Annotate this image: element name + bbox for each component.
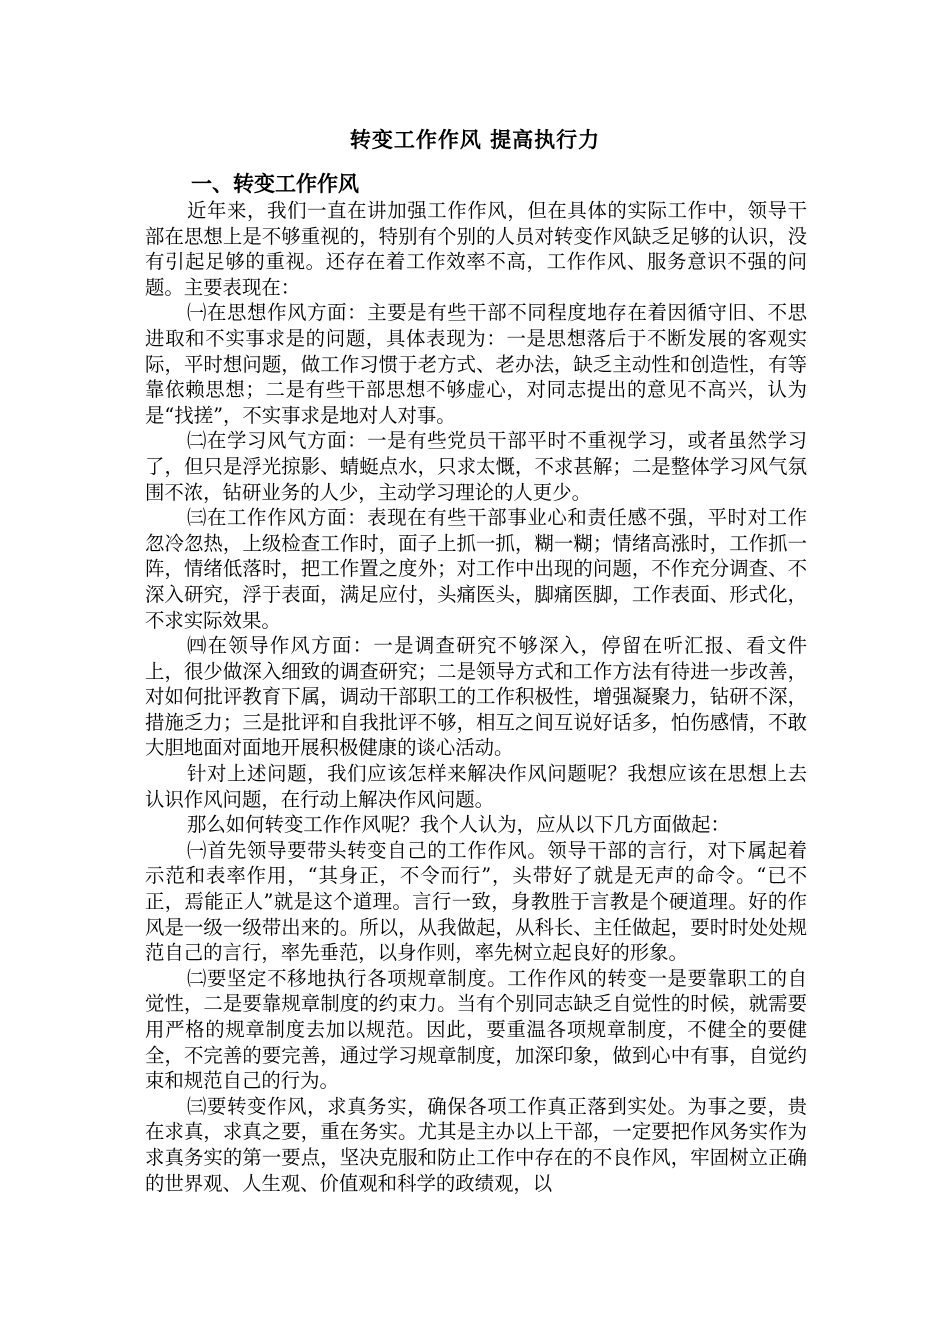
paragraph-leadership-style: ㈣在领导作风方面：一是调查研究不够深入，停留在听汇报、看文件上，很少做深入细致的调查研究；二是领导方式和工作方法有待进一步改善，对如何批评教育下属，调动干部职工的工作积极性，增强凝聚力，钻研不深，措施乏力；三是批评和自我批评不够，相互之间互说好话多，怕伤感情，不敢大胆地面对面地开展积极健康的谈心活动。 [145,634,807,760]
document-title: 转变工作作风 提高执行力 [349,128,601,152]
paragraph-work-style: ㈢在工作作风方面：表现在有些干部事业心和责任感不强，平时对工作忽冷忽热，上级检查工作时，面子上抓一抓，糊一糊；情绪高涨时，工作抓一阵，情绪低落时，把工作置之度外；对工作中出现的问题，不作充分调查、不深入研究，浮于表面，满足应付，头痛医头，脚痛医脚，工作表面、形式化，不求实际效果。 [145,506,807,632]
paragraph-leaders-lead: ㈠首先领导要带头转变自己的工作作风。领导干部的言行，对下属起着示范和表率作用，“其身正，不令而行”，头带好了就是无声的命令。“已不正，焉能正人”就是这个道理。言行一致，身教胜于言教是个硬道理。好的作风是一级一级带出来的。所以，从我做起，从科长、主任做起，要时时处处规范自己的言行，率先垂范，以身作则，率先树立起良好的形象。 [145,838,807,965]
paragraph-thinking-style: ㈠在思想作风方面：主要是有些干部不同程度地存在着因循守旧、不思进取和不实事求是的问题，具体表现为：一是思想落后于不断发展的客观实际，平时想问题，做工作习惯于老方式、老办法，缺乏主动性和创造性，有等靠依赖思想；二是有些干部思想不够虚心，对同志提出的意见不高兴，认为是“找搓”，不实事求是地对人对事。 [145,301,807,427]
section-heading: 一、转变工作作风 [191,172,359,196]
paragraph-study-atmosphere: ㈡在学习风气方面：一是有些党员干部平时不重视学习，或者虽然学习了，但只是浮光掠影、蜻蜓点水，只求太慨，不求甚解；二是整体学习风气氛围不浓，钻研业务的人少，主动学习理论的人更少。 [145,429,807,504]
paragraph-question: 针对上述问题，我们应该怎样来解决作风问题呢？我想应该在思想上去认识作风问题，在行动上解决作风问题。 [145,762,807,811]
document-body [145,170,807,1196]
paragraph-pragmatism: ㈢要转变作风，求真务实，确保各项工作真正落到实处。为事之要，贵在求真，求真之要，重在务实。尤其是主办以上干部，一定要把作风务实作为求真务实的第一要点，坚决克服和防止工作中存在的不良作风，牢固树立正确的世界观、人生观、价值观和科学的政绩观，以 [145,1094,807,1195]
paragraph-how-to: 那么如何转变工作作风呢？我个人认为，应从以下几方面做起： [187,813,730,837]
paragraph-intro: 近年来，我们一直在讲加强工作作风，但在具体的实际工作中，领导干部在思想上是不够重视的，特别有个别的人员对转变作风缺乏足够的认识，没有引起足够的重视。还存在着工作效率不高，工作作风、服务意识不强的问题。主要表现在： [145,199,807,299]
paragraph-rules: ㈡要坚定不移地执行各项规章制度。工作作风的转变一是要靠职工的自觉性，二是要靠规章制度的约束力。当有个别同志缺乏自觉性的时候，就需要用严格的规章制度去加以规范。因此，要重温各项规章制度，不健全的要健全，不完善的要完善，通过学习规章制度，加深印象，做到心中有事，自觉约束和规范自己的行为。 [145,966,807,1093]
